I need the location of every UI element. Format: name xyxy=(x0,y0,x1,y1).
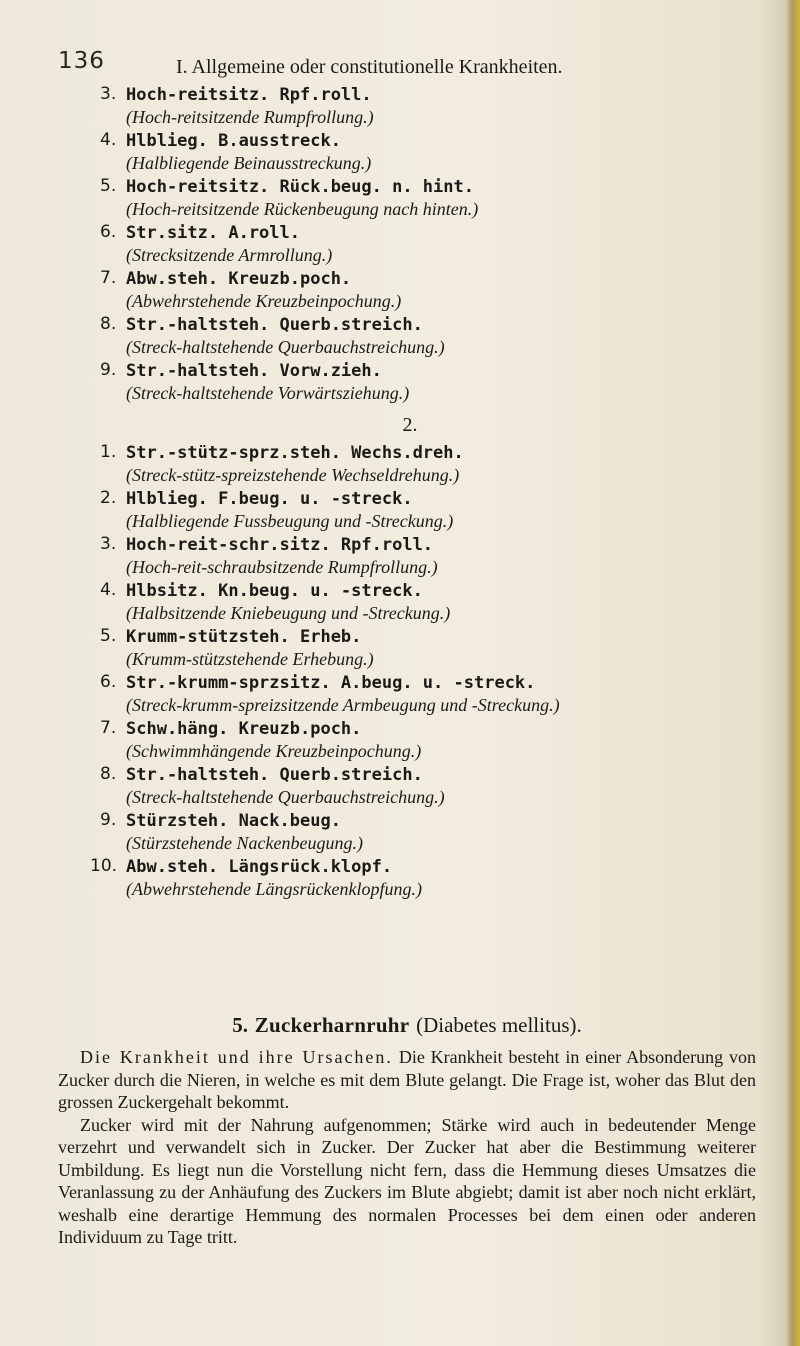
exercise-full-name: (Abwehrstehende Längsrückenklopfung.) xyxy=(126,879,422,899)
page-header xyxy=(58,48,738,88)
exercise-abbreviation: Str.-stütz-sprz.steh. Wechs.dreh. xyxy=(126,443,464,463)
section-main-title: Zuckerharnruhr xyxy=(254,1013,410,1037)
list-item xyxy=(100,268,760,312)
item-number: 5. xyxy=(100,626,117,646)
exercise-full-name: (Hoch-reitsitzende Rückenbeugung nach hinten.) xyxy=(126,199,479,219)
exercise-abbreviation: Krumm-stützsteh. Erheb. xyxy=(126,627,362,647)
item-number: 8. xyxy=(100,764,117,784)
list-item xyxy=(100,360,760,404)
list-item xyxy=(100,580,760,624)
exercise-abbreviation: Str.sitz. A.roll. xyxy=(126,223,300,243)
list-item xyxy=(90,856,760,900)
item-number: 2. xyxy=(100,488,117,508)
exercise-full-name: (Streck-haltstehende Querbauchstreichung.) xyxy=(126,337,445,357)
item-number: 4. xyxy=(100,130,117,150)
item-number: 1. xyxy=(100,442,117,462)
item-number: 8. xyxy=(100,314,117,334)
section-diabetes xyxy=(58,1010,756,1249)
exercise-abbreviation: Hoch-reitsitz. Rück.beug. n. hint. xyxy=(126,177,474,197)
item-number: 10. xyxy=(90,856,118,876)
list-item xyxy=(100,718,760,762)
exercise-full-name: (Stürzstehende Nackenbeugung.) xyxy=(126,833,363,853)
section-subtitle: (Diabetes mellitus). xyxy=(416,1013,582,1037)
section-number: 5. xyxy=(232,1013,249,1037)
page-number: 136 xyxy=(58,48,105,74)
list-item xyxy=(100,626,760,670)
exercise-full-name: (Strecksitzende Armrollung.) xyxy=(126,245,333,265)
exercise-abbreviation: Hlbsitz. Kn.beug. u. -streck. xyxy=(126,581,423,601)
exercise-lists xyxy=(90,84,760,902)
exercise-full-name: (Streck-krumm-spreizsitzende Armbeugung und -Streckung.) xyxy=(126,695,560,715)
exercise-abbreviation: Str.-haltsteh. Querb.streich. xyxy=(126,315,423,335)
list-item xyxy=(100,222,760,266)
exercise-abbreviation: Str.-krumm-sprzsitz. A.beug. u. -streck. xyxy=(126,673,536,693)
paragraph-lead: Die Krankheit und ihre Ursachen. xyxy=(80,1047,393,1067)
section-title xyxy=(58,1010,756,1040)
exercise-abbreviation: Hlblieg. F.beug. u. -streck. xyxy=(126,489,413,509)
exercise-full-name: (Abwehrstehende Kreuzbeinpochung.) xyxy=(126,291,402,311)
exercise-full-name: (Hoch-reitsitzende Rumpfrollung.) xyxy=(126,107,374,127)
exercise-full-name: (Krumm-stützstehende Erhebung.) xyxy=(126,649,374,669)
exercise-group-1 xyxy=(100,84,760,404)
exercise-abbreviation: Str.-haltsteh. Vorw.zieh. xyxy=(126,361,382,381)
group-heading: 2. xyxy=(402,414,418,436)
list-item xyxy=(100,764,760,808)
item-number: 7. xyxy=(100,718,117,738)
list-item xyxy=(100,314,760,358)
list-item xyxy=(100,84,760,128)
exercise-full-name: (Halbliegende Beinausstreckung.) xyxy=(126,153,372,173)
exercise-full-name: (Streck-haltstehende Vorwärtsziehung.) xyxy=(126,383,410,403)
list-item xyxy=(100,672,760,716)
page-edge xyxy=(786,0,800,1346)
item-number: 6. xyxy=(100,222,117,242)
exercise-full-name: (Hoch-reit-schraubsitzende Rumpfrollung.) xyxy=(126,557,438,577)
exercise-abbreviation: Stürzsteh. Nack.beug. xyxy=(126,811,341,831)
list-item xyxy=(100,442,760,486)
exercise-full-name: (Halbliegende Fussbeugung und -Streckung.) xyxy=(126,511,454,531)
exercise-full-name: (Streck-haltstehende Querbauchstreichung.) xyxy=(126,787,445,807)
paragraph-text: Die Krankheit besteht in einer Absonderung von Zucker durch die Nieren, in welche es mit dem Blute gelangt. Die Frage ist, woher das Blut den grossen Zuckergehalt bekommt. xyxy=(58,1047,756,1112)
exercise-abbreviation: Hoch-reit-schr.sitz. Rpf.roll. xyxy=(126,535,434,555)
item-number: 3. xyxy=(100,534,117,554)
item-number: 4. xyxy=(100,580,117,600)
list-item xyxy=(100,176,760,220)
exercise-abbreviation: Hlblieg. B.ausstreck. xyxy=(126,131,341,151)
list-item xyxy=(100,488,760,532)
item-number: 5. xyxy=(100,176,117,196)
item-number: 3. xyxy=(100,84,117,104)
paragraph: Zucker wird mit der Nahrung aufgenommen; Stärke wird auch in bedeutender Menge verzehrt und verwandelt sich in Zucker. Der Zucker hat aber die Bestimmung weiterer Umbildung. Es liegt nun die Vorstellung nicht fern, dass die Hemmung dieses Umsatzes die Veranlassung zu der Anhäufung des Zuckers im Blute abgiebt; damit ist aber noch nicht erklärt, weshalb eine derartige Hemmung des normalen Processes bei dem einen oder anderen Individuum zu Tage tritt. xyxy=(58,1114,756,1247)
item-number: 6. xyxy=(100,672,117,692)
exercise-full-name: (Streck-stütz-spreizstehende Wechseldrehung.) xyxy=(126,465,460,485)
list-item xyxy=(100,810,760,854)
item-number: 7. xyxy=(100,268,117,288)
running-head: I. Allgemeine oder constitutionelle Krankheiten. xyxy=(176,56,563,78)
exercise-abbreviation: Hoch-reitsitz. Rpf.roll. xyxy=(126,85,372,105)
exercise-full-name: (Schwimmhängende Kreuzbeinpochung.) xyxy=(126,741,422,761)
paragraph xyxy=(58,1046,756,1114)
exercise-abbreviation: Schw.häng. Kreuzb.poch. xyxy=(126,719,362,739)
list-item xyxy=(100,130,760,174)
exercise-full-name: (Halbsitzende Kniebeugung und -Streckung.) xyxy=(126,603,451,623)
item-number: 9. xyxy=(100,360,117,380)
exercise-abbreviation: Abw.steh. Kreuzb.poch. xyxy=(126,269,352,289)
item-number: 9. xyxy=(100,810,117,830)
exercise-group-2 xyxy=(90,442,760,900)
exercise-abbreviation: Abw.steh. Längsrück.klopf. xyxy=(126,857,393,877)
list-item xyxy=(100,534,760,578)
exercise-abbreviation: Str.-haltsteh. Querb.streich. xyxy=(126,765,423,785)
